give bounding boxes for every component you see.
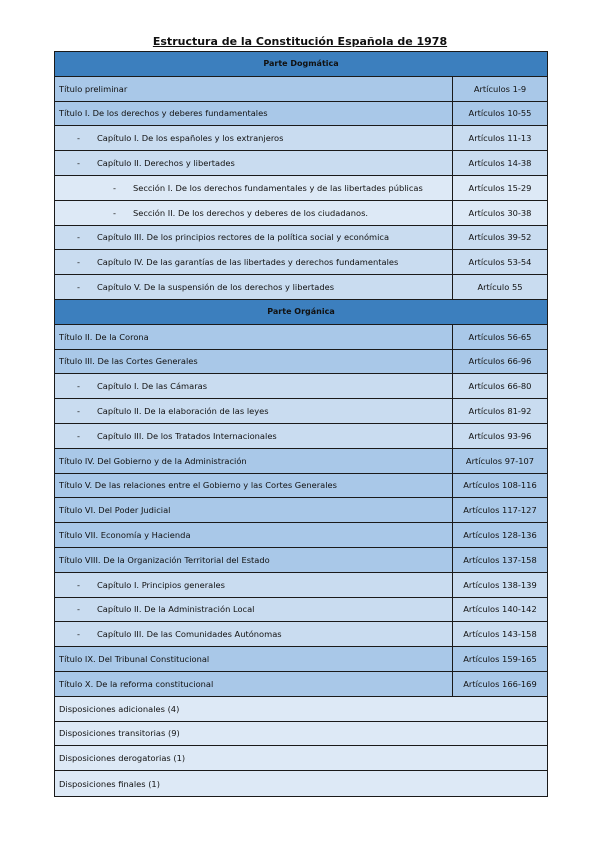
row-text: Título X. De la reforma constitucional bbox=[59, 678, 214, 689]
row-label bbox=[55, 176, 453, 200]
row-text: Capítulo V. De la suspensión de los derechos y libertades bbox=[97, 282, 335, 293]
table-row bbox=[55, 102, 547, 127]
bullet-dash: - bbox=[77, 381, 80, 392]
bullet-dash: - bbox=[77, 430, 80, 441]
table-row bbox=[55, 201, 547, 226]
table-row bbox=[55, 325, 547, 350]
row-label bbox=[55, 449, 453, 473]
row-text: Título VII. Economía y Hacienda bbox=[59, 530, 191, 541]
table-row bbox=[55, 399, 547, 424]
row-label bbox=[55, 523, 453, 547]
row-label bbox=[55, 226, 453, 250]
bullet-dash: - bbox=[77, 133, 80, 144]
bullet-dash: - bbox=[77, 282, 80, 293]
row-label bbox=[55, 573, 453, 597]
row-articles: Artículos 143-158 bbox=[463, 629, 537, 640]
row-articles: Artículos 117-127 bbox=[463, 505, 537, 516]
table-row bbox=[55, 151, 547, 176]
table-row bbox=[55, 126, 547, 151]
table-row bbox=[55, 498, 547, 523]
table-row bbox=[55, 449, 547, 474]
row-articles: Artículos 159-165 bbox=[463, 654, 537, 665]
row-text: Título IX. Del Tribunal Constitucional bbox=[59, 654, 210, 665]
row-articles: Artículos 11-13 bbox=[468, 133, 532, 144]
row-articles: Artículos 66-96 bbox=[468, 356, 532, 367]
table-row bbox=[55, 598, 547, 623]
table-row bbox=[55, 647, 547, 672]
row-articles: Artículos 81-92 bbox=[468, 406, 532, 417]
bullet-dash: - bbox=[113, 207, 116, 218]
row-articles: Artículos 97-107 bbox=[465, 455, 535, 466]
row-articles: Artículos 10-55 bbox=[468, 108, 532, 119]
row-text: Capítulo III. De los principios rectores de la política social y económica bbox=[97, 232, 390, 243]
row-articles: Artículos 108-116 bbox=[463, 480, 537, 491]
disposiciones-row bbox=[55, 722, 547, 747]
table-row bbox=[55, 350, 547, 375]
row-articles: Artículos 39-52 bbox=[468, 232, 532, 243]
row-label bbox=[55, 598, 453, 622]
row-articles: Artículos 128-136 bbox=[463, 530, 537, 541]
table-row bbox=[55, 176, 547, 201]
row-label bbox=[55, 275, 453, 299]
document-title: Estructura de la Constitución Española de 1978 bbox=[152, 35, 448, 48]
row-label bbox=[55, 399, 453, 423]
bullet-dash: - bbox=[77, 406, 80, 417]
row-text: Capítulo IV. De las garantías de las libertades y derechos fundamentales bbox=[97, 257, 399, 268]
row-articles: Artículos 53-54 bbox=[468, 257, 532, 268]
table-row bbox=[55, 548, 547, 573]
row-text: Título III. De las Cortes Generales bbox=[59, 356, 198, 367]
row-label bbox=[55, 647, 453, 671]
row-text: Capítulo I. Principios generales bbox=[97, 579, 225, 590]
row-label bbox=[55, 102, 453, 126]
row-label bbox=[55, 151, 453, 175]
row-text: Título preliminar bbox=[59, 83, 128, 94]
bullet-dash: - bbox=[77, 257, 80, 268]
row-label bbox=[55, 126, 453, 150]
row-text: Capítulo I. De las Cámaras bbox=[97, 381, 208, 392]
bullet-dash: - bbox=[77, 629, 80, 640]
section-header bbox=[55, 52, 547, 77]
row-text: Capítulo II. De la Administración Local bbox=[97, 604, 255, 615]
table-row bbox=[55, 374, 547, 399]
table-row bbox=[55, 275, 547, 300]
row-label: Disposiciones transitorias (9) bbox=[59, 728, 180, 739]
bullet-dash: - bbox=[77, 579, 80, 590]
table-row bbox=[55, 672, 547, 697]
row-label bbox=[55, 548, 453, 572]
row-text: Título VI. Del Poder Judicial bbox=[59, 505, 171, 516]
row-label: Disposiciones derogatorias (1) bbox=[59, 753, 186, 764]
row-articles: Artículos 66-80 bbox=[468, 381, 532, 392]
section-header-label: Parte Orgánica bbox=[267, 307, 335, 317]
row-label bbox=[55, 325, 453, 349]
row-label bbox=[55, 350, 453, 374]
row-articles: Artículos 1-9 bbox=[473, 83, 527, 94]
row-text: Título II. De la Corona bbox=[59, 331, 149, 342]
row-label bbox=[55, 77, 453, 101]
row-text: Sección I. De los derechos fundamentales y de las libertades públicas bbox=[133, 182, 423, 193]
row-text: Capítulo III. De las Comunidades Autónomas bbox=[97, 629, 282, 640]
row-text: Capítulo III. De los Tratados Internacionales bbox=[97, 430, 277, 441]
row-text: Capítulo II. De la elaboración de las leyes bbox=[97, 406, 269, 417]
disposiciones-row bbox=[55, 771, 547, 796]
row-articles: Artículos 93-96 bbox=[468, 430, 532, 441]
row-text: Título IV. Del Gobierno y de la Administración bbox=[59, 455, 247, 466]
row-text: Capítulo II. Derechos y libertades bbox=[97, 158, 235, 169]
row-articles: Artículos 166-169 bbox=[463, 678, 537, 689]
row-label bbox=[55, 374, 453, 398]
row-articles: Artículos 137-158 bbox=[463, 554, 537, 565]
row-articles: Artículos 15-29 bbox=[468, 182, 532, 193]
bullet-dash: - bbox=[77, 232, 80, 243]
row-text: Sección II. De los derechos y deberes de los ciudadanos. bbox=[133, 207, 369, 218]
row-label bbox=[55, 250, 453, 274]
table-row bbox=[55, 77, 547, 102]
row-label bbox=[55, 498, 453, 522]
table-row bbox=[55, 474, 547, 499]
row-articles: Artículos 30-38 bbox=[468, 207, 532, 218]
table-row bbox=[55, 226, 547, 251]
bullet-dash: - bbox=[77, 604, 80, 615]
row-label bbox=[55, 201, 453, 225]
section-header-label: Parte Dogmática bbox=[263, 59, 339, 69]
row-label: Disposiciones finales (1) bbox=[59, 778, 160, 789]
table-row bbox=[55, 622, 547, 647]
row-articles: Artículo 55 bbox=[477, 282, 523, 293]
table-row bbox=[55, 573, 547, 598]
row-text: Título V. De las relaciones entre el Gobierno y las Cortes Generales bbox=[59, 480, 337, 491]
row-label bbox=[55, 474, 453, 498]
row-label bbox=[55, 424, 453, 448]
row-text: Título VIII. De la Organización Territorial del Estado bbox=[59, 554, 270, 565]
row-label: Disposiciones adicionales (4) bbox=[59, 703, 180, 714]
row-label bbox=[55, 672, 453, 696]
disposiciones-row bbox=[55, 697, 547, 722]
section-header bbox=[55, 300, 547, 325]
row-text: Capítulo I. De los españoles y los extranjeros bbox=[97, 133, 284, 144]
table-row bbox=[55, 250, 547, 275]
row-label bbox=[55, 622, 453, 646]
row-articles: Artículos 56-65 bbox=[468, 331, 532, 342]
disposiciones-row bbox=[55, 746, 547, 771]
row-articles: Artículos 14-38 bbox=[468, 158, 532, 169]
table-row bbox=[55, 523, 547, 548]
structure-table bbox=[54, 51, 548, 797]
bullet-dash: - bbox=[113, 182, 116, 193]
table-row bbox=[55, 424, 547, 449]
bullet-dash: - bbox=[77, 158, 80, 169]
row-articles: Artículos 140-142 bbox=[463, 604, 537, 615]
row-articles: Artículos 138-139 bbox=[463, 579, 537, 590]
row-text: Título I. De los derechos y deberes fundamentales bbox=[59, 108, 268, 119]
